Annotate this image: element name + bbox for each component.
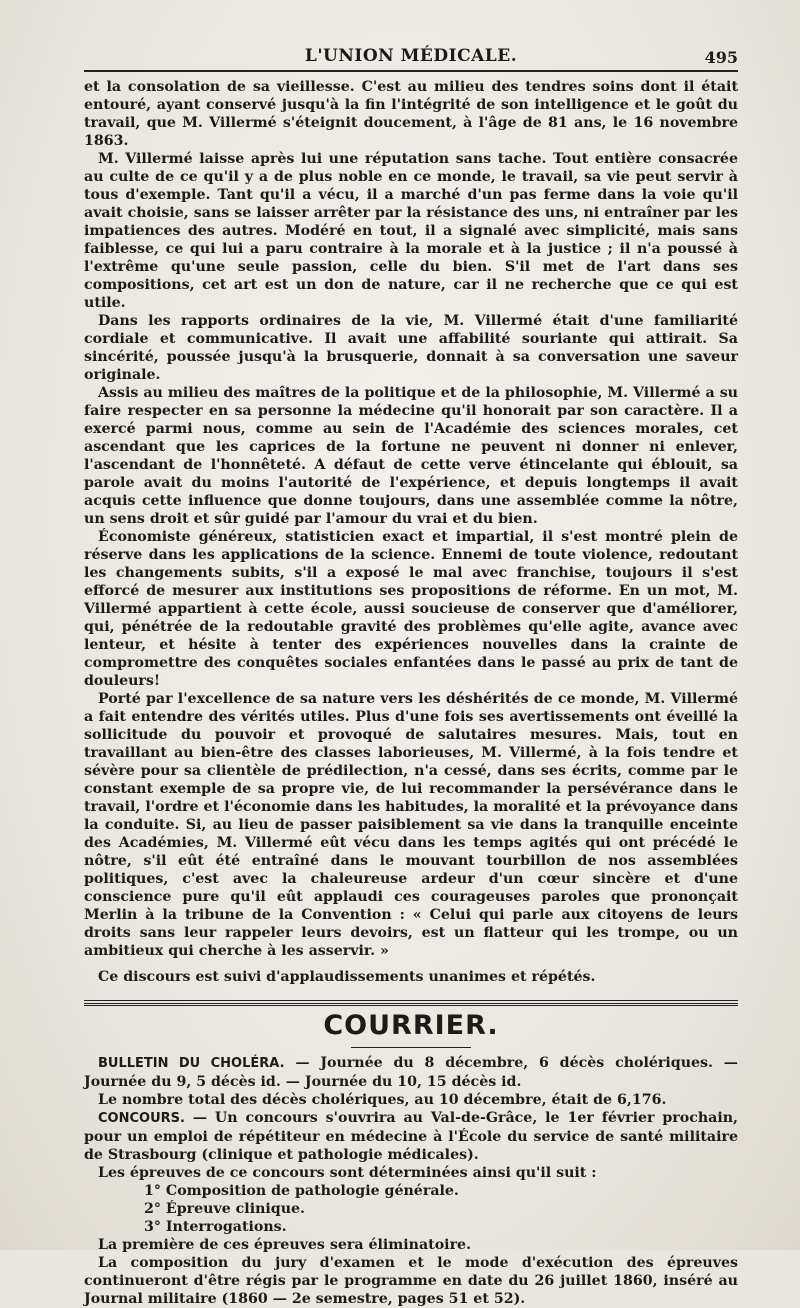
concours-text: — Un concours s'ouvrira au Val-de-Grâce, le 1er février prochain, pour un emploi de répétiteur en médecine à l'École du service de santé militaire de Strasbourg (clinique et pathologie médicales). (84, 1110, 738, 1163)
article-paragraph: Assis au milieu des maîtres de la politique et de la philosophie, M. Villermé a su faire respecter en sa personne la médecine qu'il honorait par son caractère. Il a exercé parmi nous, comme au sein de l'Académie des sciences morales, cet ascendant que les caprices de la fortune ne peuvent ni donner ni enlever, l'ascendant de l'honnêteté. A défaut de cette verve étincelante qui éblouit, sa parole avait du moins l'autorité de l'expérience, et depuis longtemps il avait acquis cette influence que donne toujours, dans une assemblée comme la nôtre, un sens droit et sûr guidé par l'amour du vrai et du bien. (84, 385, 738, 527)
article-body (84, 78, 738, 986)
concours-heading: CONCOURS. (98, 1111, 185, 1126)
article-paragraph: Dans les rapports ordinaires de la vie, M. Villermé était d'une familiarité cordiale et communicative. Il avait une affabilité souriante qui attirait. Sa sincérité, poussée jusqu'à la brusquerie, donnait à sa conversation une saveur originale. (84, 313, 738, 383)
list-item: 2° Épreuve clinique. (144, 1201, 305, 1217)
concours-paragraph (84, 1109, 738, 1164)
bulletin-total: Le nombre total des décès cholériques, au 10 décembre, était de 6,176. (98, 1092, 667, 1108)
concours-note: La première de ces épreuves sera éliminatoire. (98, 1237, 472, 1253)
journal-title: L'UNION MÉDICALE. (304, 46, 518, 66)
bulletin-paragraph (84, 1054, 738, 1091)
courrier-body (84, 1054, 738, 1308)
list-item: 1° Composition de pathologie générale. (144, 1183, 459, 1199)
running-header (84, 40, 738, 72)
article-paragraph: Économiste généreux, statisticien exact et impartial, il s'est montré plein de réserve dans les applications de la science. Ennemi de toute violence, redoutant les changements subits, s'il a exposé le mal avec franchise, toujours il s'est efforcé de mesurer aux institutions ses propositions de réforme. En un mot, M. Villermé appartient à cette école, aussi soucieuse de conserver que d'améliorer, qui, pénétrée de la redoutable gravité des problèmes qu'elle agite, avance avec lenteur, et hésite à tenter des expériences nouvelles dans la crainte de compromettre des conquêtes sociales enfantées dans le passé au prix de tant de douleurs! (84, 529, 738, 689)
article-paragraph: M. Villermé laisse après lui une réputation sans tache. Tout entière consacrée au culte de ce qu'il y a de plus noble en ce monde, le travail, sa vie peut servir à tous d'exemple. Tant qu'il a vécu, il a marché d'un pas ferme dans la voie qu'il avait choisie, sans se laisser arrêter par la résistance des uns, ni entraîner par les impatiences des autres. Modéré en tout, il a signalé avec simplicité, mais sans faiblesse, ce qui lui a paru contraire à la morale et à la justice ; il n'a poussé à l'extrême qu'une seule passion, celle du bien. S'il met de l'art dans ses compositions, cet art est un don de nature, car il ne recherche que ce qui est utile. (84, 151, 738, 311)
page-number: 495 (704, 48, 738, 67)
bulletin-text: — Journée du 8 décembre, 6 décès cholériques. — Journée du 9, 5 décès id. — Journée du 10, 15 décès id. (84, 1055, 738, 1090)
list-item: 3° Interrogations. (144, 1219, 287, 1235)
article-paragraph: et la consolation de sa vieillesse. C'est au milieu des tendres soins dont il était entouré, ayant conservé jusqu'à la fin l'intégrité de son intelligence et le goût du travail, que M. Villermé s'éteignit doucement, à l'âge de 81 ans, le 16 novembre 1863. (84, 79, 738, 149)
bulletin-heading: BULLETIN DU CHOLÉRA. (98, 1056, 285, 1071)
concours-jury: La composition du jury d'examen et le mode d'exécution des épreuves continueront d'être régis par le programme en date du 26 juillet 1860, inséré au Journal militaire (1860 — 2e semestre, pages 51 et 52). (84, 1255, 738, 1307)
section-divider (84, 1000, 738, 1006)
closing-line: Ce discours est suivi d'applaudissements unanimes et répétés. (98, 969, 596, 985)
article-paragraph: Porté par l'excellence de sa nature vers les déshérités de ce monde, M. Villermé a fait entendre des vérités utiles. Plus d'une fois ses avertissements ont éveillé la sollicitude du pouvoir et provoqué de salutaires mesures. Mais, tout en travaillant au bien-être des classes laborieuses, M. Villermé, à la fois tendre et sévère pour sa clientèle de prédilection, n'a cessé, dans ses écrits, comme par le constant exemple de sa propre vie, de lui recommander la persévérance dans le travail, l'ordre et l'économie dans les habitudes, la moralité et la prévoyance dans la conduite. Si, au lieu de passer paisiblement sa vie dans la tranquille enceinte des Académies, M. Villermé eût vécu dans les temps agités qui ont précédé le nôtre, s'il eût été entraîné dans le mouvant tourbillon de nos assemblées politiques, c'est avec la chaleureuse ardeur d'un cœur sincère et d'une conscience pure qu'il eût applaudi ces courageuses paroles que prononçait Merlin à la tribune de la Convention : « Celui qui parle aux citoyens de leurs droits sans leur rappeler leurs devoirs, est un flatteur qui les trompe, ou un ambitieux qui cherche à les asservir. » (84, 691, 738, 959)
epreuves-list (84, 1182, 738, 1236)
title-underline (351, 1047, 471, 1048)
section-title: COURRIER. (323, 1010, 499, 1041)
concours-intro: Les épreuves de ce concours sont déterminées ainsi qu'il suit : (98, 1165, 597, 1181)
